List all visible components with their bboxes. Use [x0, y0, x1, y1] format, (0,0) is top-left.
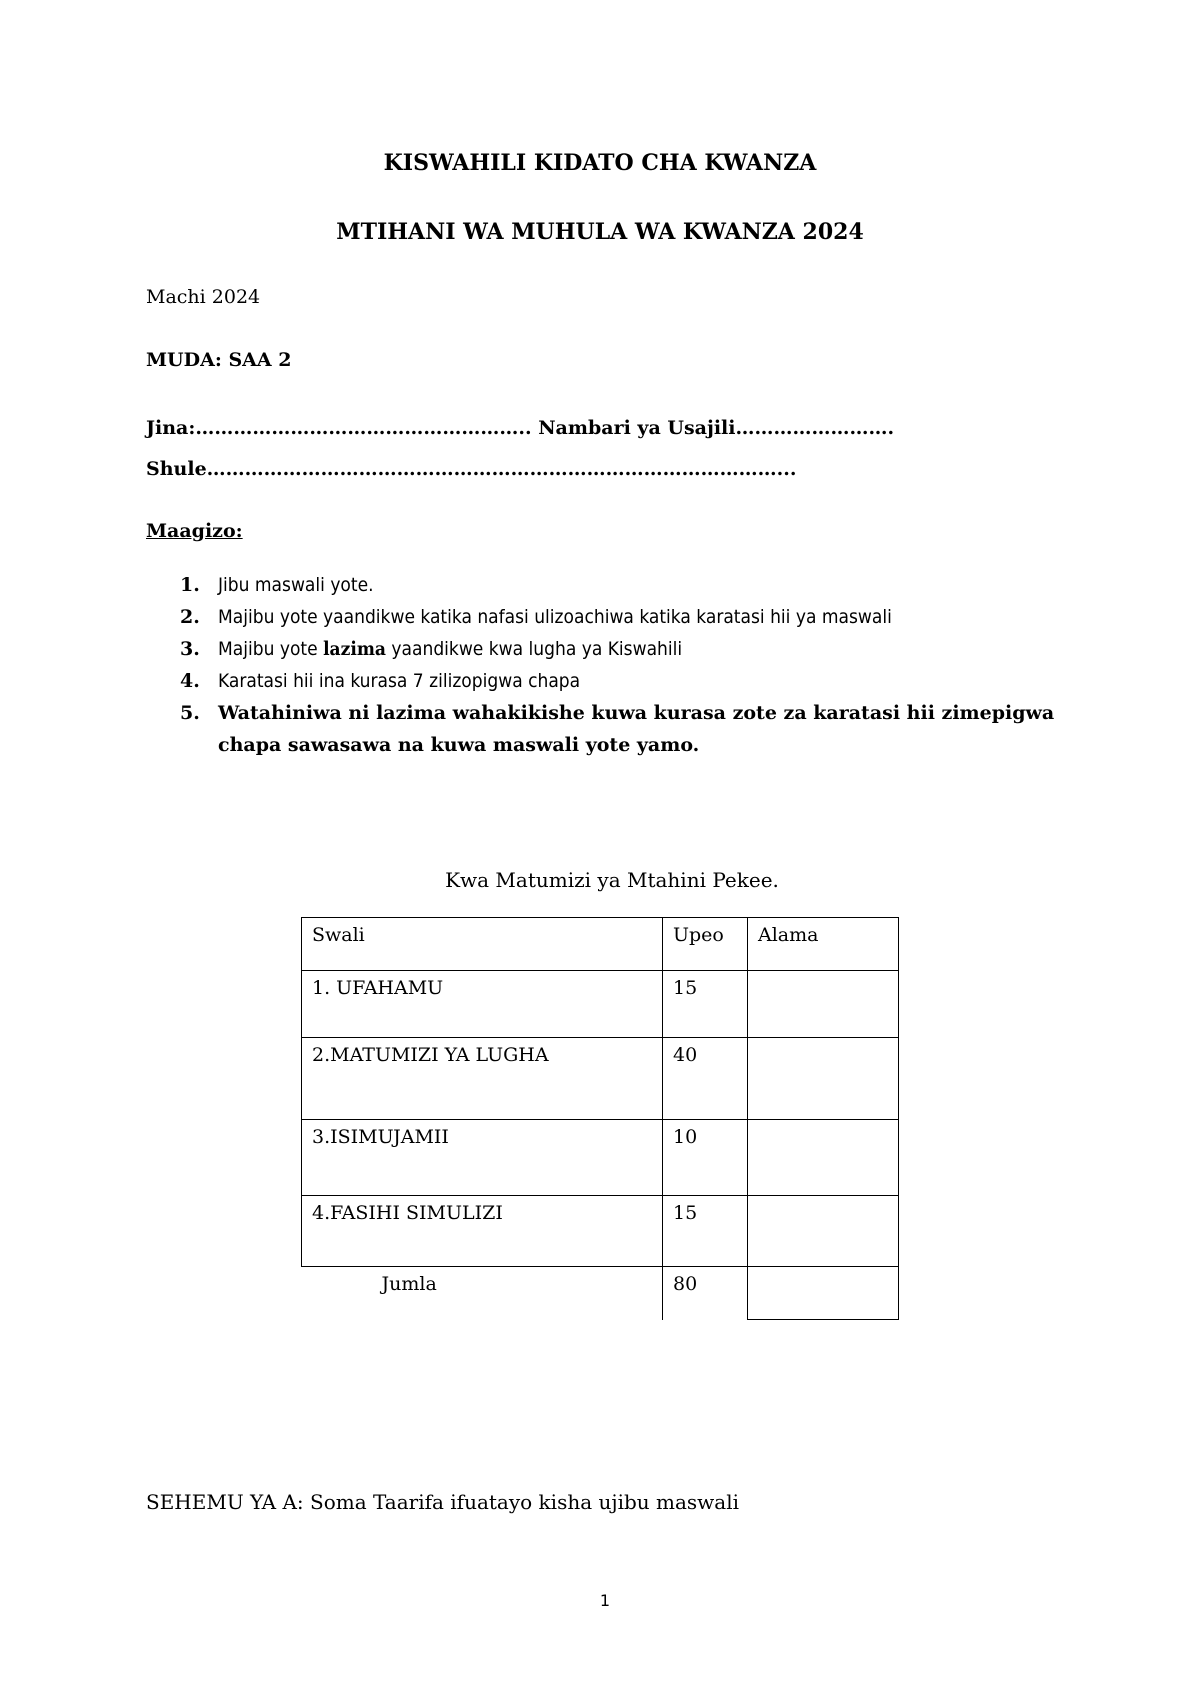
marks-table-caption: Kwa Matumizi ya Mtahini Pekee. [445, 868, 779, 892]
max-cell: 15 [663, 971, 748, 1038]
exam-duration: MUDA: SAA 2 [146, 349, 292, 371]
instruction-text [218, 638, 682, 660]
table-row [302, 1038, 899, 1120]
instructions-heading: Maagizo: [146, 520, 243, 542]
exam-subtitle: MTIHANI WA MUHULA WA KWANZA 2024 [336, 219, 864, 245]
max-cell: 15 [663, 1196, 748, 1267]
instruction-number: 3. [180, 638, 200, 660]
instruction-number: 5. [180, 702, 200, 724]
section-a-heading: SEHEMU YA A: Soma Taarifa ifuatayo kisha ujibu maswali [146, 1490, 739, 1514]
instruction-text-emphasis: lazima [323, 638, 386, 660]
instruction-text: Watahiniwa ni lazima wahakikishe kuwa kurasa zote za karatasi hii zimepigwa chapa sawasawa na kuwa maswali yote yamo. [218, 702, 1055, 756]
table-row [302, 971, 899, 1038]
question-cell: 2.MATUMIZI YA LUGHA [302, 1038, 663, 1120]
instruction-item [180, 665, 1080, 697]
instruction-item [180, 633, 1080, 665]
header-max: Upeo [663, 918, 748, 971]
instruction-text: Jibu maswali yote. [218, 574, 374, 596]
instruction-item [180, 601, 1080, 633]
instruction-text-before: Majibu yote [218, 638, 324, 660]
table-header-row [302, 918, 899, 971]
question-cell: 1. UFAHAMU [302, 971, 663, 1038]
table-row [302, 1120, 899, 1196]
instructions-list [180, 569, 1080, 761]
exam-title: KISWAHILI KIDATO CHA KWANZA [383, 150, 817, 176]
header-question: Swali [302, 918, 663, 971]
instruction-item [180, 697, 1080, 761]
question-cell: 3.ISIMUJAMII [302, 1120, 663, 1196]
total-score-cell[interactable] [748, 1267, 899, 1320]
table-row [302, 1196, 899, 1267]
instruction-text: Majibu yote yaandikwe katika nafasi ulizoachiwa katika karatasi hii ya maswali [218, 606, 892, 628]
instruction-item [180, 569, 1080, 601]
page-number: 1 [599, 1591, 611, 1610]
school-line: Shule………………………………………………………………………………... [146, 458, 797, 480]
header-score: Alama [748, 918, 899, 971]
instruction-number: 1. [180, 574, 200, 596]
instruction-number: 2. [180, 606, 200, 628]
total-row [302, 1267, 899, 1320]
exam-date: Machi 2024 [146, 286, 261, 308]
total-label: Jumla [302, 1267, 663, 1320]
question-cell: 4.FASIHI SIMULIZI [302, 1196, 663, 1267]
score-cell[interactable] [748, 1120, 899, 1196]
score-cell[interactable] [748, 971, 899, 1038]
max-cell: 40 [663, 1038, 748, 1120]
instruction-text: Karatasi hii ina kurasa 7 zilizopigwa chapa [218, 670, 581, 692]
max-cell: 10 [663, 1120, 748, 1196]
total-max: 80 [663, 1267, 748, 1320]
marks-table [301, 917, 899, 1320]
score-cell[interactable] [748, 1038, 899, 1120]
name-registration-line: Jina:…………………………………………….. Nambari ya Usajili……………………. [146, 417, 895, 439]
instruction-text-after: yaandikwe kwa lugha ya Kiswahili [386, 638, 683, 660]
instruction-number: 4. [180, 670, 200, 692]
score-cell[interactable] [748, 1196, 899, 1267]
